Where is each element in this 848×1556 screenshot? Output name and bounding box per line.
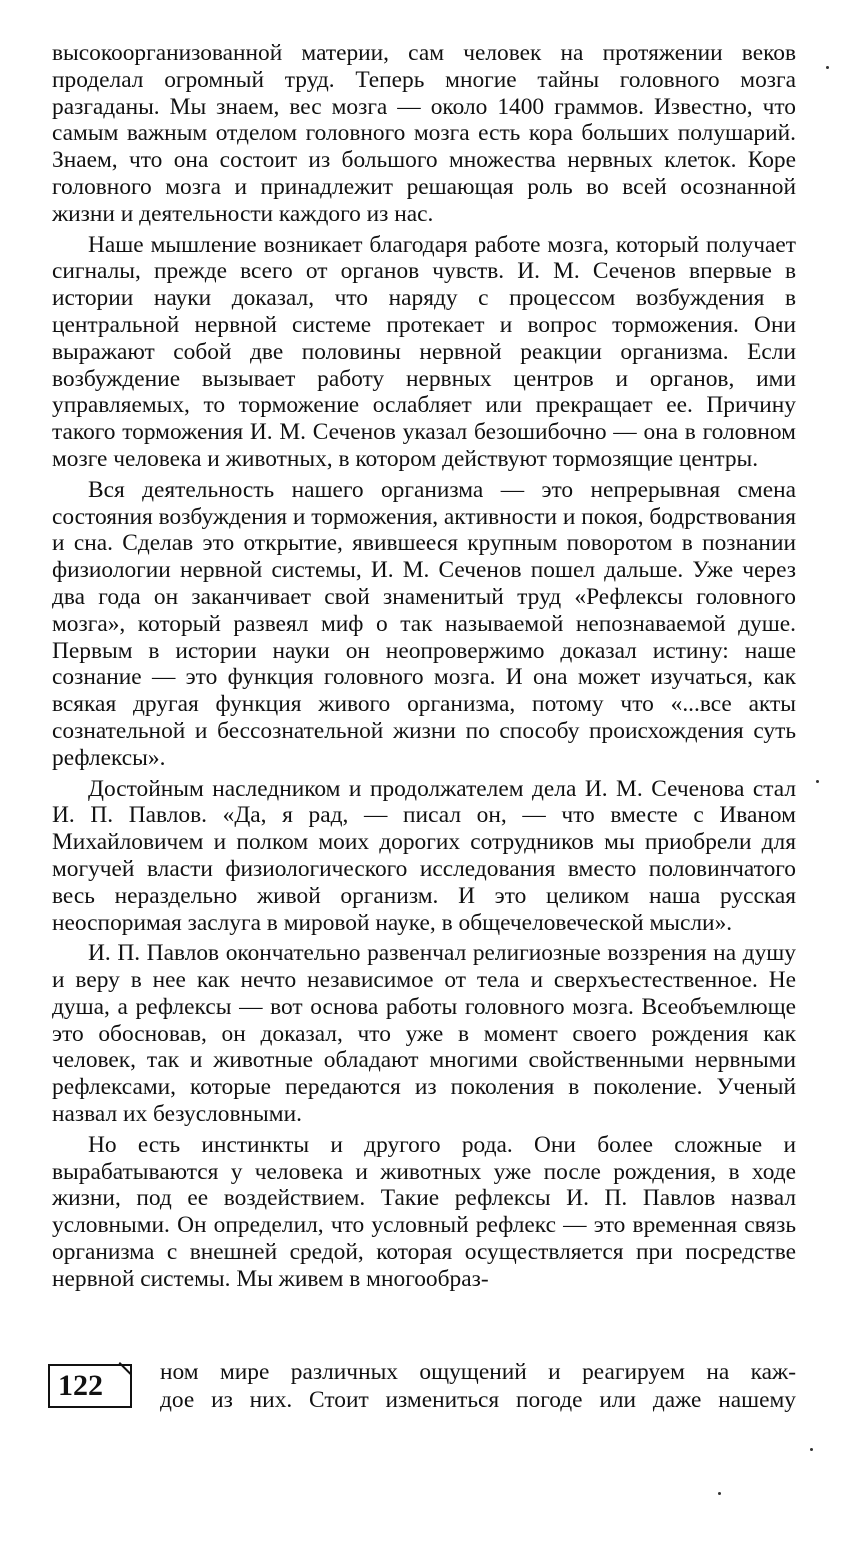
continuation-line-2: дое из них. Стоит измениться погоде или даже нашему bbox=[160, 1387, 796, 1413]
page-number bbox=[48, 1364, 132, 1408]
paragraph-3: Вся деятельность нашего организма — это непрерывная смена состояния возбуждения и торможения, активности и покоя, бодрствования и сна. Сделав это открытие, явившееся крупным поворотом в познании физиологии нервной системы, И. М. Сеченов пошел дальше. Уже через два года он заканчивает свой знаменитый труд «Рефлексы головного мозга», который развеял миф о так называемой непознаваемой душе. Первым в истории науки он неопровержимо доказал истину: наше сознание — это функция головного мозга. И она может изучаться, как всякая другая функция живого организма, потому что «...все акты сознательной и бессознательной жизни по способу происхождения суть рефлексы». bbox=[52, 476, 796, 771]
scan-speck bbox=[718, 1492, 721, 1495]
paragraph-5: И. П. Павлов окончательно развенчал религиозные воззрения на душу и веру в нее как нечто независимое от тела и сверхъестественное. Не душа, а рефлексы — вот основа работы головного мозга. Всеобъемлюще это обосновав, он доказал, что уже в момент своего рождения как человек, так и животные обладают многими свойственными нервными рефлексами, которые передаются из поколения в поколение. Ученый назвал их безусловными. bbox=[52, 940, 796, 1128]
paragraph-2: Наше мышление возникает благодаря работе мозга, который получает сигналы, прежде всего от органов чувств. И. М. Сеченов впервые в истории науки доказал, что наряду с процессом возбуждения в центральной нервной системе протекает и вопрос торможения. Они выражают собой две половины нервной реакции организма. Если возбуждение вызывает работу нервных центров и органов, ими управляемых, то торможение ослабляет или прекращает ее. Причину такого торможения И. М. Сеченов указал безошибочно — она в головном мозге человека и животных, в котором действуют тормозящие центры. bbox=[52, 231, 796, 472]
scan-speck bbox=[816, 780, 819, 783]
scan-speck bbox=[826, 66, 829, 69]
body-text bbox=[52, 40, 796, 1293]
page-number-value: 122 bbox=[58, 1369, 103, 1402]
paragraph-6-continuation bbox=[160, 1358, 796, 1414]
paragraph-1: высокоорганизованной материи, сам человек на протяжении веков проделал огромный труд. Теперь многие тайны головного мозга разгаданы. Мы знаем, вес мозга — около 1400 граммов. Известно, что самым важным отделом головного мозга есть кора больших полушарий. Знаем, что она состоит из большого множества нервных клеток. Коре головного мозга и принадлежит решающая роль во всей осознанной жизни и деятельности каждого из нас. bbox=[52, 40, 796, 227]
paragraph-4: Достойным наследником и продолжателем дела И. М. Сеченова стал И. П. Павлов. «Да, я рад, — писал он, — что вместе с Иваном Михайловичем и полком моих дорогих сотрудников мы приобрели для могучей власти физиологического исследования вместо половинчатого весь нераздельно живой организм. И это целиком наша русская неоспоримая заслуга в мировой науке, в общечеловеческой мысли». bbox=[52, 775, 796, 936]
continuation-line-1: ном мире различных ощущений и реагируем на каж- bbox=[160, 1359, 796, 1385]
paragraph-6: Но есть инстинкты и другого рода. Они более сложные и вырабатываются у человека и животных уже после рождения, в ходе жизни, под ее воздействием. Такие рефлексы И. П. Павлов назвал условными. Он определил, что условный рефлекс — это временная связь организма с внешней средой, которая осуществляется при посредстве нервной системы. Мы живем в многообраз- bbox=[52, 1131, 796, 1292]
scan-speck bbox=[810, 1448, 813, 1451]
